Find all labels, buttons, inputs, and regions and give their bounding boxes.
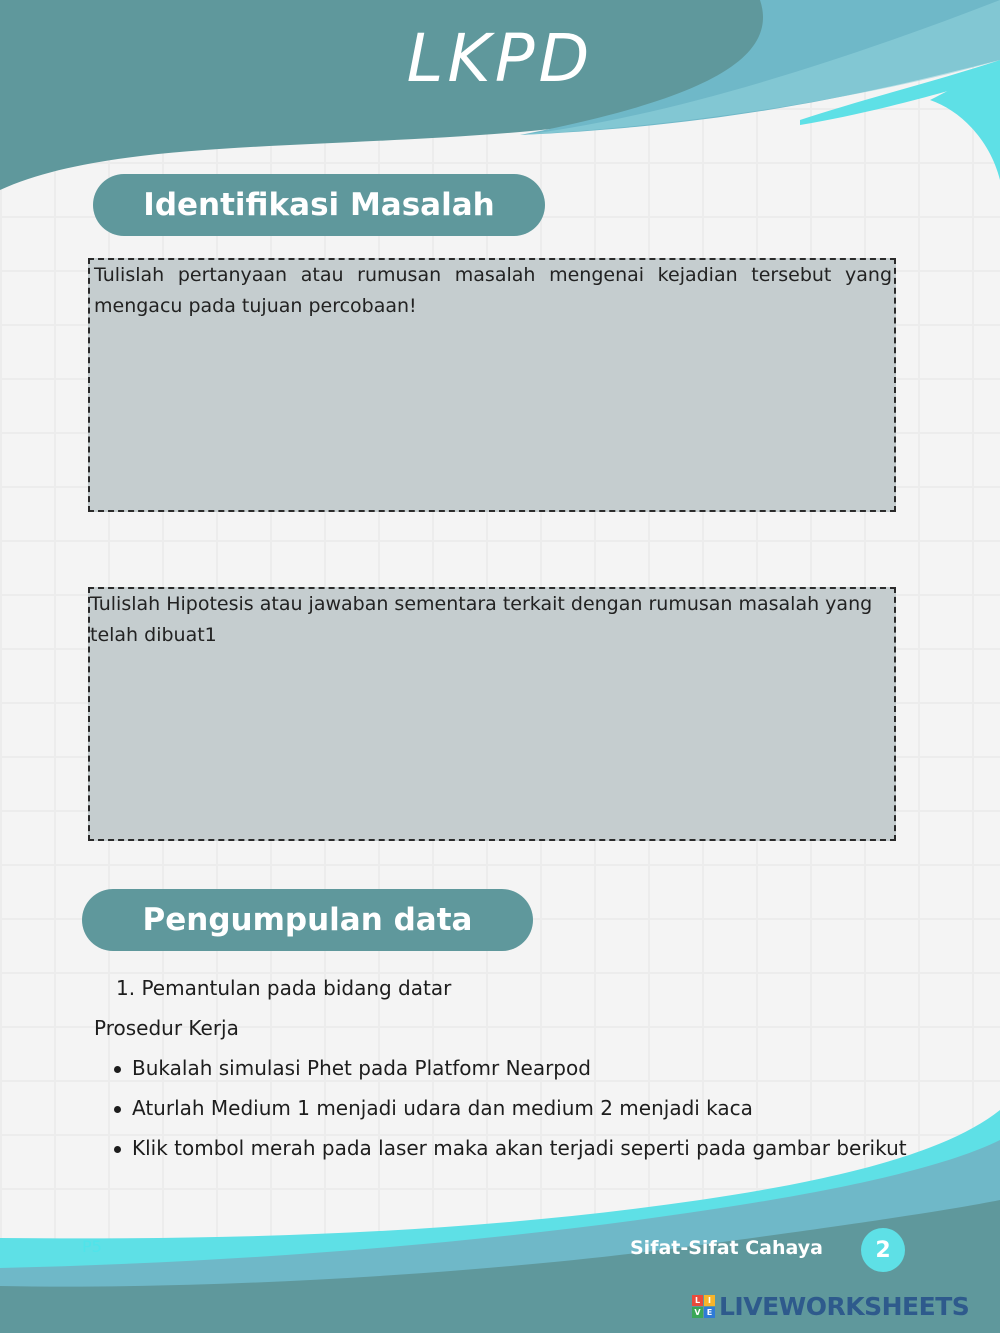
page-label: P5 [82,1237,102,1256]
answer-box-rumusan-masalah[interactable] [88,258,896,512]
page-number-badge: 2 [861,1228,905,1272]
brand-name: LIVEWORKSHEETS [719,1292,970,1321]
liveworksheets-logo-icon: L I V E [692,1295,715,1318]
answer-box-hipotesis[interactable] [88,587,896,841]
liveworksheets-brand[interactable] [692,1292,969,1321]
footer-topic: Sifat-Sifat Cahaya [630,1237,823,1259]
page-title: LKPD [406,20,594,97]
bullet-icon [114,1146,121,1153]
list-item: Klik tombol merah pada laser maka akan terjadi seperti pada gambar berikut [94,1128,910,1168]
bullet-icon [114,1066,121,1073]
procedure-steps [94,1048,910,1168]
prompt-hipotesis: Tulislah Hipotesis atau jawaban sementara terkait dengan rumusan masalah yang telah dibuat1 [90,593,873,646]
list-item: Aturlah Medium 1 menjadi udara dan medium 2 menjadi kaca [94,1088,910,1128]
prompt-rumusan-masalah: Tulislah pertanyaan atau rumusan masalah mengenai kejadian tersebut yang mengacu pada tujuan percobaan! [94,264,892,317]
procedure-content [94,968,910,1168]
section-heading-identifikasi: Identifikasi Masalah [93,174,545,236]
list-item: Bukalah simulasi Phet pada Platfomr Nearpod [94,1048,910,1088]
numbered-item: 1. Pemantulan pada bidang datar [116,976,452,1000]
bullet-icon [114,1106,121,1113]
procedure-label: Prosedur Kerja [94,1016,239,1040]
section-heading-pengumpulan-data: Pengumpulan data [82,889,533,951]
